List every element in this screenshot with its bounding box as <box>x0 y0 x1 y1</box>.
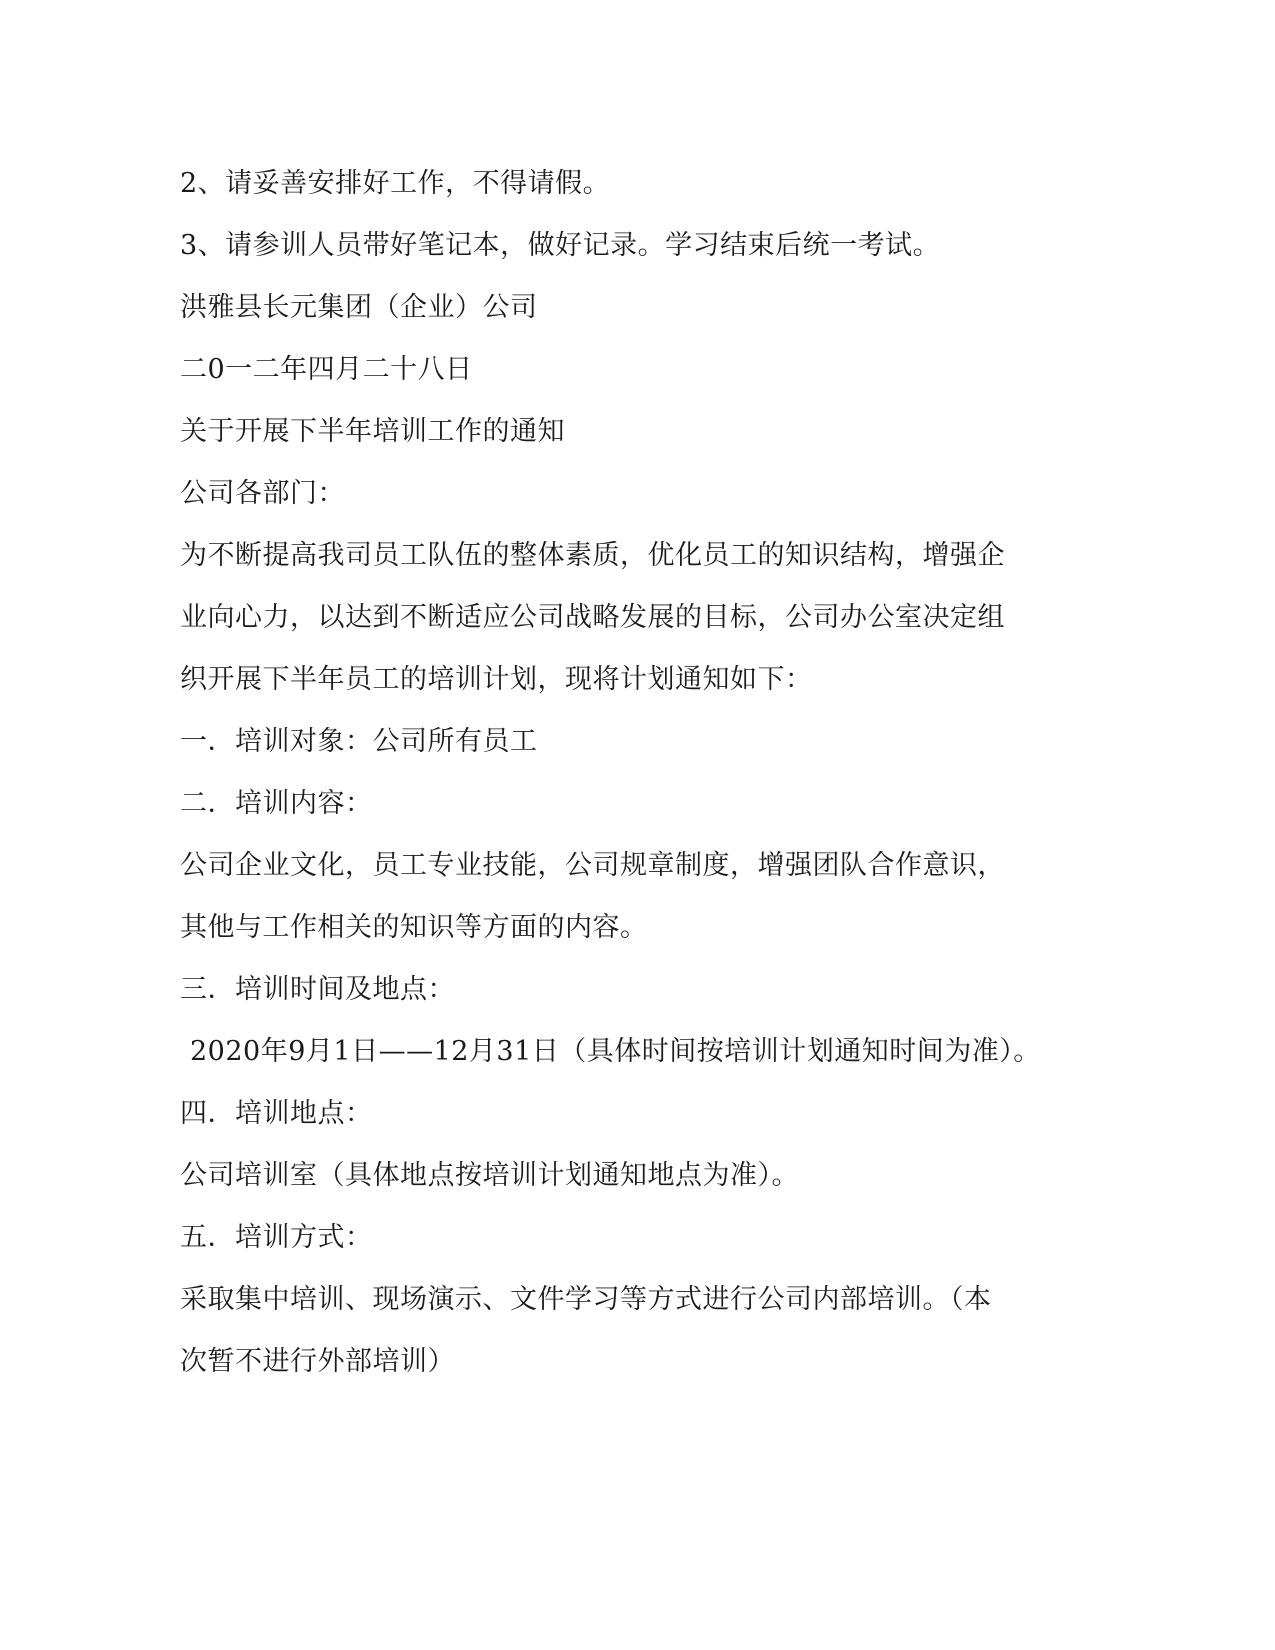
section-5-content-line-2: 次暂不进行外部培训） <box>180 1346 455 1377</box>
section-4-content: 公司培训室（具体地点按培训计划通知地点为准）。 <box>180 1160 799 1191</box>
section-2-content-line-2: 其他与工作相关的知识等方面的内容。 <box>180 912 648 943</box>
section-2-content-line-1: 公司企业文化，员工专业技能，公司规章制度，增强团队合作意识， <box>180 850 1005 881</box>
intro-paragraph-line-2: 业向心力，以达到不断适应公司战略发展的目标，公司办公室决定组 <box>180 602 1005 633</box>
section-2-heading: 二．培训内容： <box>180 788 373 819</box>
intro-paragraph-line-1: 为不断提高我司员工队伍的整体素质，优化员工的知识结构，增强企 <box>180 540 1005 571</box>
note-item-3: 3、请参训人员带好笔记本，做好记录。学习结束后统一考试。 <box>180 230 941 261</box>
document-date: 二0一二年四月二十八日 <box>180 354 473 385</box>
note-item-2: 2、请妥善安排好工作，不得请假。 <box>180 168 611 199</box>
notice-title: 关于开展下半年培训工作的通知 <box>180 416 565 447</box>
company-name: 洪雅县长元集团（企业）公司 <box>180 292 538 323</box>
salutation: 公司各部门： <box>180 478 345 509</box>
section-1-heading: 一．培训对象：公司所有员工 <box>180 726 538 757</box>
section-3-heading: 三．培训时间及地点： <box>180 974 455 1005</box>
section-4-heading: 四．培训地点： <box>180 1098 373 1129</box>
section-3-content: 2020年9月1日——12月31日（具体时间按培训计划通知时间为准）。 <box>190 1036 1041 1067</box>
section-5-heading: 五．培训方式： <box>180 1222 373 1253</box>
section-5-content-line-1: 采取集中培训、现场演示、文件学习等方式进行公司内部培训。（本 <box>180 1284 992 1315</box>
intro-paragraph-line-3: 织开展下半年员工的培训计划，现将计划通知如下： <box>180 664 813 695</box>
